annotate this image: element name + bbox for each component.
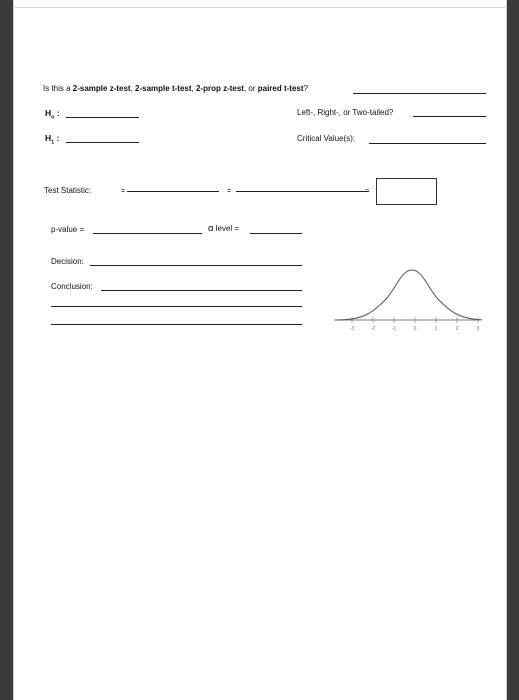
curve-tick-label: 3 — [476, 326, 480, 332]
separator: , or — [243, 84, 258, 93]
equals-sign-1: = — [121, 188, 126, 195]
decision-label: Decision: — [51, 257, 84, 266]
worksheet-page — [13, 0, 507, 700]
h1-colon: : — [54, 133, 60, 143]
test-type-answer-line[interactable] — [353, 93, 486, 94]
question-suffix: ? — [303, 84, 308, 93]
margin-mark: . — [4, 292, 7, 301]
conclusion-line-2[interactable] — [51, 306, 302, 307]
test-statistic-formula-line[interactable] — [127, 191, 219, 192]
critical-value-label: Critical Value(s): — [297, 134, 356, 143]
curve-tick-label: 0 — [413, 326, 417, 332]
curve-tick-label: -2 — [370, 326, 376, 332]
equals-sign-3: = — [365, 188, 370, 195]
tail-answer-line[interactable] — [413, 116, 486, 117]
curve-tick-label: -1 — [391, 326, 397, 332]
alpha-level-line[interactable] — [250, 233, 302, 234]
option-2-prop-z: 2-prop z-test — [195, 84, 244, 93]
equals-sign-2: = — [227, 188, 232, 195]
separator: , — [130, 84, 136, 93]
alternative-hypothesis-label — [45, 133, 59, 148]
h0-subscript: o — [51, 114, 55, 121]
alternative-hypothesis-line[interactable] — [66, 142, 139, 143]
alpha-symbol: α — [208, 223, 214, 234]
question-prefix: Is this a — [43, 84, 73, 93]
test-statistic-answer-box[interactable] — [376, 178, 437, 205]
h0-colon: : — [54, 108, 60, 118]
test-statistic-label: Test Statistic: — [44, 186, 92, 195]
normal-curve-path — [336, 270, 482, 320]
h1-letter: H — [45, 133, 52, 143]
option-paired-t: paired t-test — [257, 84, 304, 93]
option-2-sample-z: 2-sample z-test — [72, 84, 131, 93]
page-top-divider — [14, 7, 506, 8]
critical-value-line[interactable] — [369, 143, 486, 144]
alpha-level-text: level = — [213, 224, 240, 233]
null-hypothesis-line[interactable] — [66, 117, 139, 118]
tail-question: Left-, Right-, or Two-tailed? — [297, 108, 394, 117]
null-hypothesis-label — [45, 108, 60, 123]
curve-tick-marks — [350, 317, 480, 332]
conclusion-line-1[interactable] — [101, 290, 302, 291]
conclusion-label: Conclusion: — [51, 282, 93, 291]
test-statistic-substitution-line[interactable] — [236, 191, 369, 192]
option-2-sample-t: 2-sample t-test — [135, 84, 192, 93]
separator: , — [191, 84, 196, 93]
p-value-line[interactable] — [93, 233, 202, 234]
alpha-level-label — [208, 224, 239, 234]
conclusion-line-3[interactable] — [51, 324, 302, 325]
curve-tick-label: -3 — [349, 326, 355, 332]
normal-curve-diagram — [332, 258, 482, 338]
decision-line[interactable] — [90, 265, 302, 266]
test-type-question — [43, 84, 308, 94]
h0-letter: H — [45, 108, 52, 118]
curve-tick-label: 1 — [434, 326, 438, 332]
h1-subscript: 1 — [51, 139, 55, 146]
p-value-label: p-value = — [51, 225, 85, 234]
curve-tick-label: 2 — [455, 326, 459, 332]
